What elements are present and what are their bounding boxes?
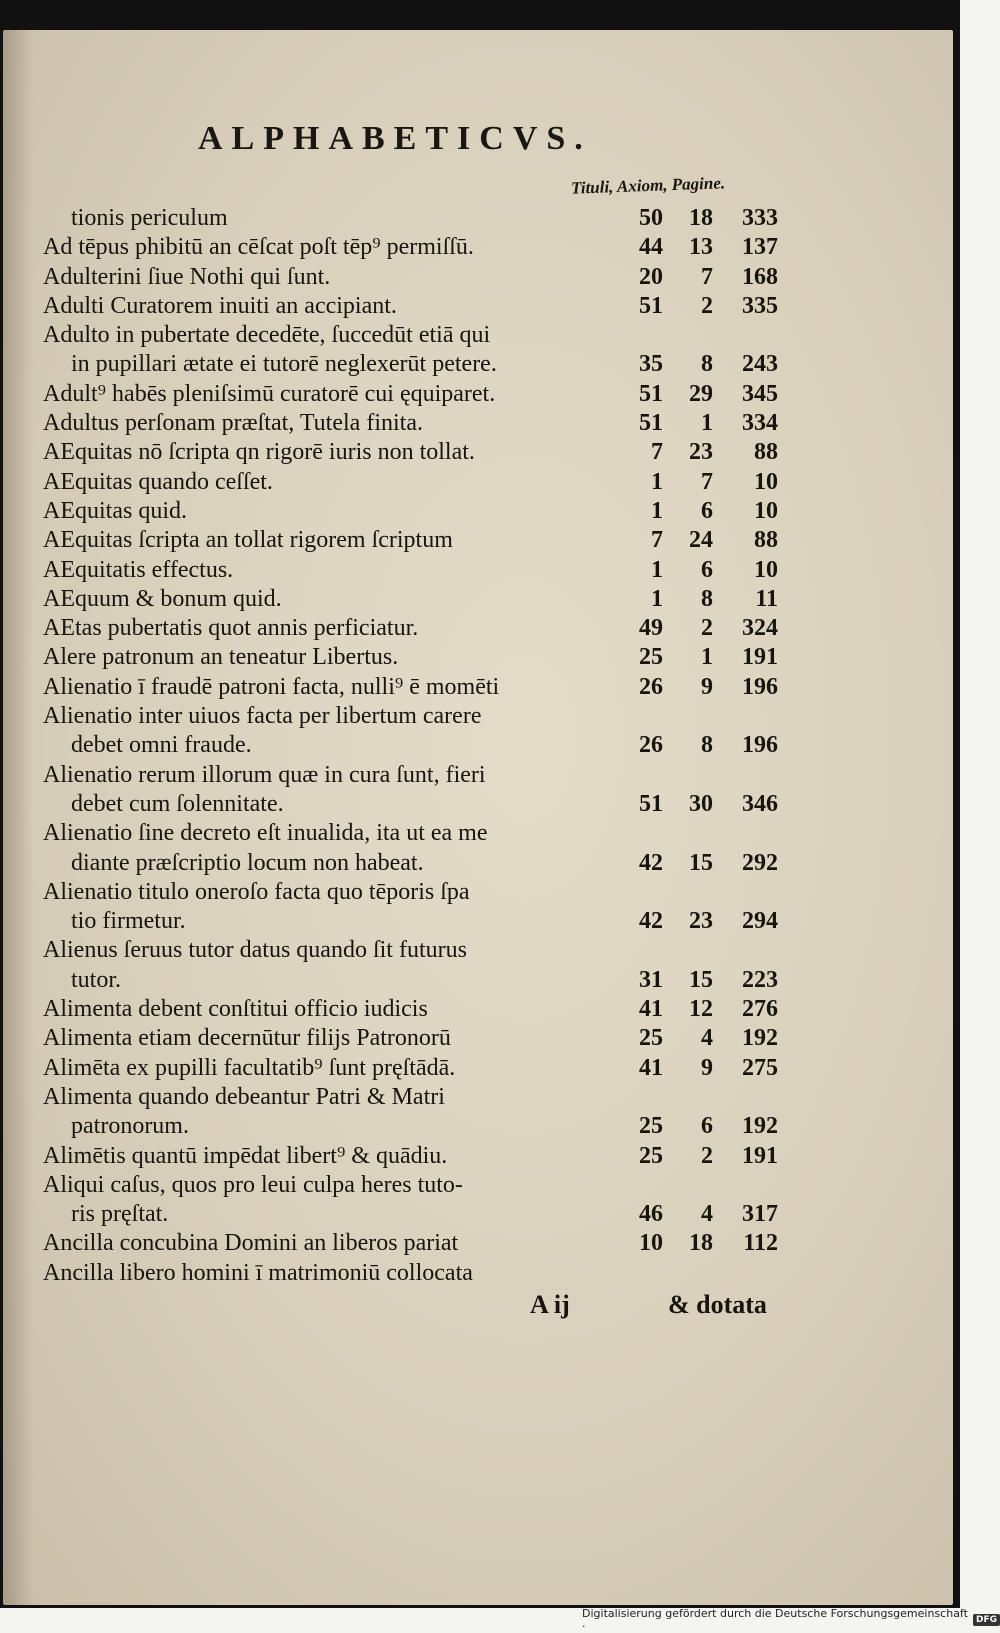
entry-axioma: 23 (689, 439, 713, 466)
entry-text: Alienatio titulo oneroſo facta quo tēporis ſpa (43, 878, 470, 905)
index-entry (43, 264, 803, 293)
entry-axioma: 2 (701, 292, 713, 319)
entry-pagina: 192 (742, 1025, 778, 1052)
entry-titulus: 51 (639, 790, 663, 817)
index-entry (43, 644, 803, 673)
entry-titulus: 1 (651, 468, 663, 495)
entry-pagina: 191 (742, 644, 778, 671)
index-entry (43, 674, 803, 703)
entry-text: diante præſcriptio locum non habeat. (71, 849, 424, 876)
entry-axioma: 18 (689, 205, 713, 231)
entry-text: AEquum & bonum quid. (43, 585, 282, 612)
entry-text: Alienatio ī fraudē patroni facta, nulli⁹ ē momēti (43, 673, 500, 700)
entry-titulus: 1 (651, 497, 663, 524)
entry-titulus: 7 (651, 439, 663, 466)
entry-pagina: 168 (742, 263, 778, 290)
index-entry (43, 967, 803, 996)
index-entry (43, 908, 803, 937)
index-entry (43, 469, 803, 498)
entry-titulus: 7 (651, 527, 663, 554)
index-entry (43, 557, 803, 586)
index-entry (43, 1113, 803, 1142)
entry-titulus: 51 (639, 410, 663, 437)
entry-text: Alimenta etiam decernūtur filijs Patronorū (43, 1025, 451, 1052)
entry-titulus: 25 (639, 1025, 663, 1052)
entry-axioma: 23 (689, 908, 713, 935)
entry-axioma: 8 (701, 351, 713, 378)
index-entry (43, 1084, 803, 1113)
entry-pagina: 335 (742, 292, 778, 319)
entry-axioma: 7 (701, 468, 713, 495)
entry-axioma: 6 (701, 1113, 713, 1140)
index-entry (43, 234, 803, 263)
entry-text: Adulti Curatorem inuiti an accipiant. (43, 292, 397, 319)
entry-pagina: 345 (742, 380, 778, 407)
entry-pagina: 88 (754, 527, 778, 554)
entry-text: tio firmetur. (71, 908, 186, 935)
entry-axioma: 2 (701, 1142, 713, 1169)
entry-text: Aliqui caſus, quos pro leui culpa heres tuto- (43, 1171, 463, 1198)
entry-pagina: 294 (742, 908, 778, 935)
index-entry (43, 703, 803, 732)
entry-pagina: 10 (754, 468, 778, 495)
entry-axioma: 29 (689, 380, 713, 407)
entry-text: tutor. (71, 966, 122, 993)
entry-titulus: 20 (639, 263, 663, 290)
entry-text: in pupillari ætate ei tutorē neglexerūt petere. (71, 351, 497, 378)
entry-titulus: 25 (639, 1142, 663, 1169)
entry-titulus: 51 (639, 292, 663, 319)
entry-text: Alimenta debent conſtitui officio iudicis (43, 996, 428, 1023)
entry-axioma: 6 (701, 556, 713, 583)
entry-pagina: 191 (742, 1142, 778, 1169)
entry-axioma: 8 (701, 732, 713, 759)
entry-titulus: 1 (651, 556, 663, 583)
index-entry (43, 820, 803, 849)
entry-pagina: 112 (743, 1230, 778, 1257)
entry-titulus: 51 (639, 380, 663, 407)
entry-pagina: 192 (742, 1113, 778, 1140)
entry-text: Alere patronum an teneatur Libertus. (43, 644, 399, 671)
entry-text: Adultus perſonam præſtat, Tutela finita. (43, 410, 423, 437)
entry-text: Adulto in pubertate decedēte, ſuccedūt etiā qui (43, 322, 491, 349)
entry-titulus: 31 (639, 966, 663, 993)
index-entry (43, 1172, 803, 1201)
entry-titulus: 41 (639, 996, 663, 1023)
digitization-credit (582, 1607, 1000, 1633)
entry-text: Alienatio ſine decreto eſt inualida, ita ut ea me (43, 820, 488, 847)
index-entry (43, 293, 803, 322)
entry-text: tionis periculum (71, 205, 228, 231)
index-entry (43, 791, 803, 820)
entry-text: AEquitas ſcripta an tollat rigorem ſcriptum (43, 527, 453, 554)
entry-pagina: 10 (754, 497, 778, 524)
entry-pagina: 196 (742, 673, 778, 700)
entry-text: Ancilla libero homini ī matrimoniū collocata (43, 1259, 473, 1286)
entry-text: ris pręſtat. (71, 1201, 169, 1228)
entry-titulus: 44 (639, 234, 663, 261)
entry-text: patronorum. (71, 1113, 189, 1140)
entry-text: AEquitas quid. (43, 497, 187, 524)
entry-titulus: 41 (639, 1054, 663, 1081)
entry-text: Ad tēpus phibitū an cēſcat poſt tēp⁹ permiſſū. (43, 234, 474, 261)
entry-pagina: 346 (742, 790, 778, 817)
entry-titulus: 10 (639, 1230, 663, 1257)
entry-axioma: 8 (701, 585, 713, 612)
entry-axioma: 18 (689, 1230, 713, 1257)
entry-axioma: 2 (701, 615, 713, 642)
entry-text: AEquitas quando ceſſet. (43, 468, 273, 495)
entry-axioma: 1 (701, 410, 713, 437)
dfg-logo: DFG (973, 1614, 1000, 1626)
entry-titulus: 25 (639, 1113, 663, 1140)
entry-pagina: 275 (742, 1054, 778, 1081)
index-entry (43, 1143, 803, 1172)
entry-titulus: 46 (639, 1201, 663, 1228)
index-entry (43, 1230, 803, 1259)
entry-text: debet cum ſolennitate. (71, 790, 284, 817)
entry-text: Adult⁹ habēs pleniſsimū curatorē cui ęquiparet. (43, 380, 496, 407)
entry-pagina: 292 (742, 849, 778, 876)
entry-axioma: 15 (689, 966, 713, 993)
entry-text: Alimētis quantū impēdat libert⁹ & quādiu. (43, 1142, 448, 1169)
credit-text: Digitalisierung gefördert durch die Deutsche Forschungsgemeinschaft · (582, 1607, 968, 1633)
index-entry (43, 732, 803, 761)
index-entry (43, 937, 803, 966)
entry-text: Alimēta ex pupilli facultatib⁹ ſunt pręſtādā. (43, 1054, 456, 1081)
entry-pagina: 11 (755, 585, 778, 612)
column-header: Tituli, Axiom, Pagine. (570, 173, 726, 198)
entry-axioma: 9 (701, 673, 713, 700)
catchword: & dotata (668, 1290, 767, 1319)
index-entries (43, 205, 803, 1289)
entry-titulus: 35 (639, 351, 663, 378)
index-entry (43, 879, 803, 908)
index-entry (43, 850, 803, 879)
entry-pagina: 223 (742, 966, 778, 993)
entry-titulus: 50 (639, 205, 663, 231)
entry-pagina: 88 (754, 439, 778, 466)
entry-pagina: 10 (754, 556, 778, 583)
entry-text: Ancilla concubina Domini an liberos pariat (43, 1230, 459, 1257)
entry-titulus: 1 (651, 585, 663, 612)
index-entry (43, 322, 803, 351)
index-entry (43, 498, 803, 527)
index-entry (43, 762, 803, 791)
entry-axioma: 13 (689, 234, 713, 261)
entry-axioma: 30 (689, 790, 713, 817)
index-entry (43, 351, 803, 380)
index-entry (43, 410, 803, 439)
index-entry (43, 1025, 803, 1054)
entry-axioma: 7 (701, 263, 713, 290)
index-entry (43, 527, 803, 556)
entry-pagina: 333 (742, 205, 778, 231)
entry-text: AEtas pubertatis quot annis perficiatur. (43, 615, 419, 642)
entry-text: Alimenta quando debeantur Patri & Matri (43, 1083, 445, 1110)
index-entry (43, 1055, 803, 1084)
entry-titulus: 25 (639, 644, 663, 671)
index-entry (43, 996, 803, 1025)
entry-text: Alienatio rerum illorum quæ in cura ſunt, fieri (43, 761, 486, 788)
entry-axioma: 6 (701, 497, 713, 524)
entry-axioma: 1 (701, 644, 713, 671)
entry-text: Alienus ſeruus tutor datus quando ſit futurus (43, 937, 467, 964)
index-page (3, 30, 953, 1605)
entry-text: AEquitas nō ſcripta qn rigorē iuris non tollat. (43, 439, 475, 466)
entry-titulus: 26 (639, 732, 663, 759)
entry-text: AEquitatis effectus. (43, 556, 234, 583)
index-entry (43, 205, 803, 234)
entry-pagina: 317 (742, 1201, 778, 1228)
entry-axioma: 24 (689, 527, 713, 554)
entry-text: Alienatio inter uiuos facta per libertum carere (43, 703, 482, 730)
entry-axioma: 4 (701, 1025, 713, 1052)
entry-titulus: 42 (639, 849, 663, 876)
entry-axioma: 4 (701, 1201, 713, 1228)
entry-pagina: 324 (742, 615, 778, 642)
entry-pagina: 276 (742, 996, 778, 1023)
entry-axioma: 12 (689, 996, 713, 1023)
entry-titulus: 42 (639, 908, 663, 935)
entry-text: debet omni fraude. (71, 732, 252, 759)
entry-pagina: 196 (742, 732, 778, 759)
index-entry (43, 381, 803, 410)
entry-axioma: 9 (701, 1054, 713, 1081)
entry-axioma: 15 (689, 849, 713, 876)
entry-pagina: 137 (742, 234, 778, 261)
entry-titulus: 26 (639, 673, 663, 700)
index-entry (43, 1260, 803, 1289)
entry-text: Adulterini ſiue Nothi qui ſunt. (43, 263, 331, 290)
index-entry (43, 439, 803, 468)
entry-pagina: 334 (742, 410, 778, 437)
page-footer (43, 1290, 803, 1330)
signature-mark: A ij (530, 1290, 570, 1319)
running-head: ALPHABETICVS. (198, 120, 592, 157)
index-entry (43, 586, 803, 615)
index-entry (43, 1201, 803, 1230)
entry-pagina: 243 (742, 351, 778, 378)
entry-titulus: 49 (639, 615, 663, 642)
index-entry (43, 615, 803, 644)
